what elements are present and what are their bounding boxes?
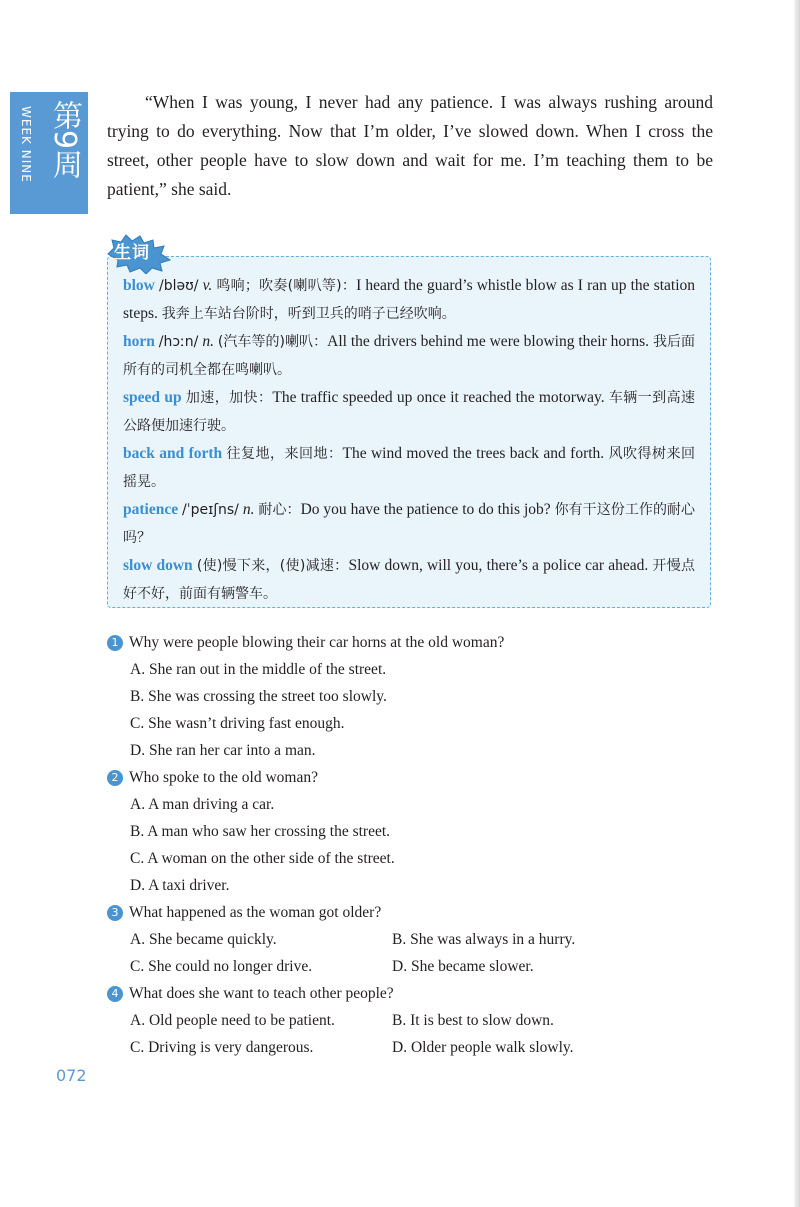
answer-option: D. A taxi driver.: [130, 877, 230, 894]
vocab-phonetic: /bləʊ/: [159, 278, 199, 294]
question-text: What happened as the woman got older?: [129, 904, 382, 921]
question-3: [107, 899, 713, 980]
vocab-word: back and forth: [123, 445, 223, 462]
vocab-meaning: 往复地，来回地：: [226, 446, 343, 462]
vocab-part-of-speech: n.: [242, 501, 255, 518]
vocab-meaning: (汽车等的)喇叭：: [217, 334, 328, 350]
vocabulary-list: [123, 272, 695, 608]
vocab-phonetic: /hɔːn/: [158, 334, 199, 350]
intro-paragraph: “When I was young, I never had any patience. I was always rushing around trying to do everything. Now that I’m older, I’ve slowed down. When I cross the street, other people have to slow down and wait for me. I’m teaching them to be patient,” she said.: [107, 92, 713, 199]
question-number-badge: 4: [107, 986, 123, 1002]
answer-option: C. A woman on the other side of the street.: [130, 850, 395, 867]
vocab-entry: [123, 440, 695, 496]
vocab-example-cn: 我后面所有的司机全都在鸣喇叭。: [123, 334, 696, 378]
page-edge-shadow: [794, 0, 800, 1207]
answer-options: [130, 656, 713, 764]
question-text: What does she want to teach other people?: [129, 985, 394, 1002]
answer-option: A. A man driving a car.: [130, 796, 275, 813]
vocabulary-badge-label: 生词: [114, 243, 150, 263]
answer-option: A. She became quickly.: [130, 931, 277, 948]
vocab-example-cn: 你有干这份工作的耐心吗？: [123, 502, 696, 546]
vocab-example-en: Slow down, will you, there’s a police car ahead.: [348, 557, 649, 574]
vocab-example-cn: 开慢点好不好，前面有辆警车。: [123, 558, 696, 602]
answer-options: [130, 791, 713, 899]
vocab-entry: [123, 552, 695, 608]
answer-option: A. Old people need to be patient.: [130, 1012, 335, 1029]
vocab-example-cn: 车辆一到高速公路便加速行驶。: [123, 390, 695, 434]
vocab-example-en: All the drivers behind me were blowing their horns.: [327, 333, 650, 350]
vocab-entry: [123, 384, 695, 440]
vocab-example-en: I heard the guard’s whistle blow as I ran up the station steps.: [123, 277, 696, 322]
vocab-meaning: 加速，加快：: [185, 390, 273, 406]
answer-options: [130, 926, 713, 980]
answer-option: B. She was crossing the street too slowly.: [130, 688, 387, 705]
answer-option: C. Driving is very dangerous.: [130, 1039, 314, 1056]
vocab-example-cn: 我奔上车站台阶时，听到卫兵的哨子已经吹响。: [161, 306, 456, 322]
question-number-badge: 1: [107, 635, 123, 651]
question-2: [107, 764, 713, 899]
answer-options: [130, 1007, 713, 1061]
vocab-example-cn: 风吹得树来回摇晃。: [123, 446, 696, 490]
question-text: Who spoke to the old woman?: [129, 769, 318, 786]
vocab-meaning: 鸣响；吹奏(喇叭等)：: [216, 278, 357, 294]
week-label-english: WEEK NINE: [19, 106, 33, 183]
vocab-word: horn: [123, 333, 155, 350]
vocab-example-en: Do you have the patience to do this job?: [300, 501, 551, 518]
vocab-entry: [123, 272, 695, 328]
vocab-phonetic: /ˈpeɪʃns/: [182, 502, 239, 518]
question-1: [107, 629, 713, 764]
vocab-word: slow down: [123, 557, 193, 574]
answer-option: D. She ran her car into a man.: [130, 742, 316, 759]
question-4: [107, 980, 713, 1061]
answer-option: C. She wasn’t driving fast enough.: [130, 715, 345, 732]
answer-option: D. She became slower.: [392, 958, 534, 975]
question-number-badge: 2: [107, 770, 123, 786]
vocab-part-of-speech: v.: [202, 277, 213, 294]
question-list: [107, 629, 713, 1061]
vocab-meaning: (使)慢下来，(使)减速：: [196, 558, 349, 574]
answer-option: B. It is best to slow down.: [392, 1012, 554, 1029]
vocab-meaning: 耐心：: [258, 502, 301, 518]
vocab-part-of-speech: n.: [202, 333, 214, 350]
vocab-example-en: The wind moved the trees back and forth.: [342, 445, 605, 462]
question-text: Why were people blowing their car horns at the old woman?: [129, 634, 505, 651]
vocab-entry: [123, 496, 695, 552]
week-label-chinese: 第9周: [47, 100, 82, 180]
answer-option: C. She could no longer drive.: [130, 958, 313, 975]
question-number-badge: 3: [107, 905, 123, 921]
vocab-word: patience: [123, 501, 179, 518]
answer-option: A. She ran out in the middle of the street.: [130, 661, 387, 678]
answer-option: D. Older people walk slowly.: [392, 1039, 574, 1056]
vocab-word: speed up: [123, 389, 182, 406]
page-number: 072: [56, 1066, 87, 1085]
vocab-entry: [123, 328, 695, 384]
answer-option: B. A man who saw her crossing the street.: [130, 823, 391, 840]
vocab-word: blow: [123, 277, 155, 294]
vocab-example-en: The traffic speeded up once it reached the motorway.: [272, 389, 605, 406]
answer-option: B. She was always in a hurry.: [392, 931, 576, 948]
